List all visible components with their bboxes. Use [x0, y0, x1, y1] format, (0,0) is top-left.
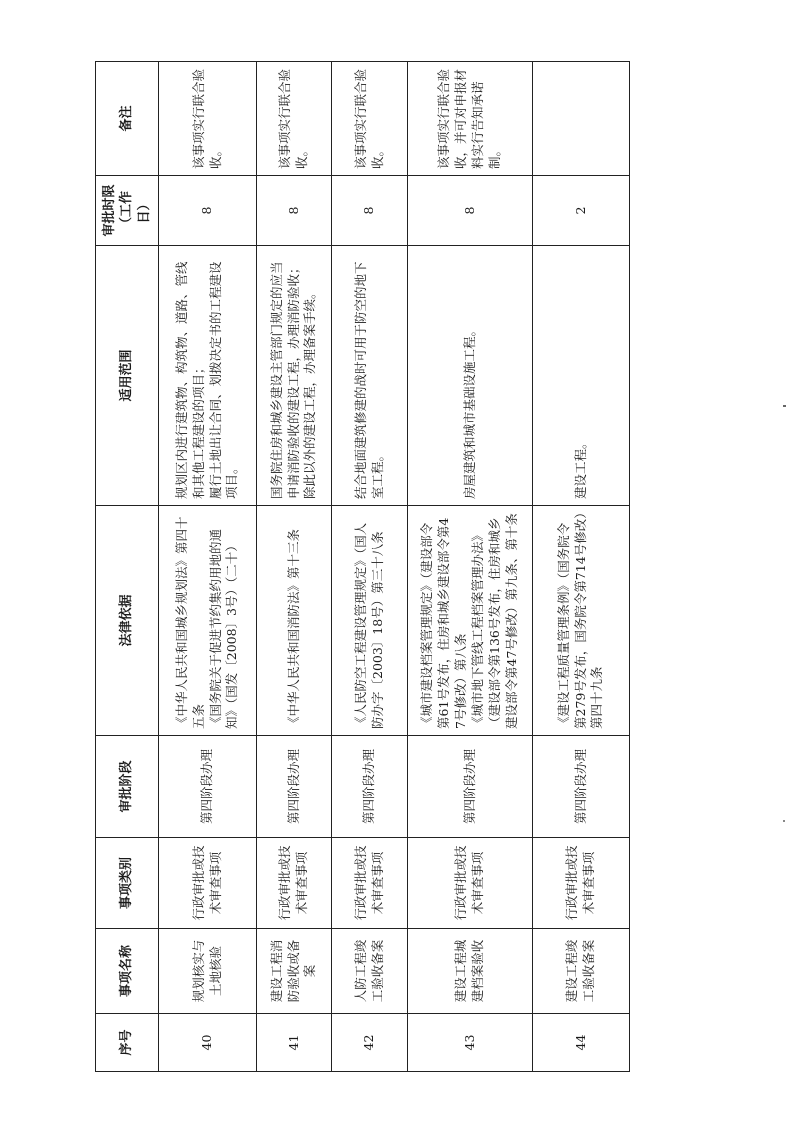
cell-category: 行政审批或技术审查事项	[159, 838, 257, 929]
header-legal-basis: 法律依据	[96, 506, 159, 736]
header-time-limit: 审批时限（工作日）	[96, 176, 159, 246]
table-row	[408, 62, 533, 1072]
scan-artifact	[783, 820, 785, 822]
cell-scope	[159, 246, 257, 506]
header-item-category: 事项类别	[96, 838, 159, 929]
cell-remarks	[533, 62, 630, 176]
cell-time-limit: 8	[408, 176, 533, 246]
cell-scope	[408, 246, 533, 506]
cell-time-limit: 8	[332, 176, 408, 246]
scope-line: 结合地面建筑修建的战时可用于防空的地下室工程。	[352, 261, 385, 499]
table-row	[332, 62, 408, 1072]
cell-legal-basis	[332, 506, 408, 736]
cell-stage: 第四阶段办理	[408, 736, 533, 838]
cell-stage: 第四阶段办理	[332, 736, 408, 838]
cell-scope	[533, 246, 630, 506]
approval-items-table	[95, 61, 630, 1072]
cell-no: 41	[257, 1014, 332, 1072]
legal-basis-line: 《建设工程质量管理条例》（国务院令第279号发布，国务院令第714号修改）第四十九条	[555, 512, 605, 729]
cell-legal-basis	[159, 506, 257, 736]
cell-item-name: 建设工程竣工验收备案	[533, 929, 630, 1014]
header-scope: 适用范围	[96, 246, 159, 506]
cell-legal-basis	[257, 506, 332, 736]
table-row	[533, 62, 630, 1072]
cell-item-name: 建设工程消防验收或备案	[257, 929, 332, 1014]
cell-stage: 第四阶段办理	[257, 736, 332, 838]
cell-item-name: 规划核实与土地核验	[159, 929, 257, 1014]
cell-remarks: 该事项实行联合验收，并可对申报材料实行告知承诺制。	[408, 62, 533, 176]
cell-time-limit: 2	[533, 176, 630, 246]
table-row	[159, 62, 257, 1072]
header-no: 序号	[96, 1014, 159, 1072]
header-approval-stage: 审批阶段	[96, 736, 159, 838]
scope-line: 国务院住房和城乡建设主管部门规定的应当申请消防验收的建设工程，办理消防验收；除此以外的建设工程，办理备案手续。	[268, 261, 318, 499]
cell-remarks: 该事项实行联合验收。	[159, 62, 257, 176]
cell-remarks: 该事项实行联合验收。	[257, 62, 332, 176]
header-item-name: 事项名称	[96, 929, 159, 1014]
legal-basis-line: 《国务院关于促进节约集约用地的通知》（国发〔2008〕3号）（二十）	[207, 528, 240, 729]
legal-basis-line: 《中华人民共和国城乡规划法》第四十五条	[173, 516, 206, 729]
cell-category: 行政审批或技术审查事项	[257, 838, 332, 929]
legal-basis-line: 《中华人民共和国消防法》第十三条	[285, 528, 301, 729]
header-remarks: 备注	[96, 62, 159, 176]
cell-stage: 第四阶段办理	[533, 736, 630, 838]
cell-item-name: 人防工程竣工验收备案	[332, 929, 408, 1014]
cell-remarks: 该事项实行联合验收。	[332, 62, 408, 176]
cell-no: 44	[533, 1014, 630, 1072]
cell-category: 行政审批或技术审查事项	[332, 838, 408, 929]
cell-legal-basis	[533, 506, 630, 736]
table-header-row	[96, 62, 159, 1072]
scan-artifact	[783, 405, 786, 407]
cell-item-name: 建设工程城建档案验收	[408, 929, 533, 1014]
cell-stage: 第四阶段办理	[159, 736, 257, 838]
scope-line: 房屋建筑和城市基础设施工程。	[461, 323, 477, 499]
scope-line: 履行土地出让合同、划拨决定书的工程建设项目。	[207, 261, 240, 499]
legal-basis-line: 《城市建设档案管理规定》（建设部令第61号发布，住房和城乡建设部令第47号修改）第八条	[419, 517, 469, 729]
cell-scope	[257, 246, 332, 506]
cell-category: 行政审批或技术审查事项	[408, 838, 533, 929]
cell-no: 43	[408, 1014, 533, 1072]
cell-time-limit: 8	[159, 176, 257, 246]
scope-line: 建设工程。	[572, 436, 588, 499]
cell-time-limit: 8	[257, 176, 332, 246]
table-row	[257, 62, 332, 1072]
cell-no: 42	[332, 1014, 408, 1072]
legal-basis-line: 《城市地下管线工程档案管理办法》（建设部令第136号发布，住房和城乡建设部令第47号修改）第九条、第十条	[470, 513, 519, 729]
cell-no: 40	[159, 1014, 257, 1072]
cell-legal-basis	[408, 506, 533, 736]
cell-category: 行政审批或技术审查事项	[533, 838, 630, 929]
cell-scope	[332, 246, 408, 506]
rotated-table-container	[95, 62, 630, 1072]
scope-line: 规划区内进行建筑物、构筑物、道路、管线和其他工程建设的项目；	[173, 261, 206, 499]
legal-basis-line: 《人民防空工程建设管理规定》（国人防办字〔2003〕18号）第三十八条	[352, 522, 385, 729]
